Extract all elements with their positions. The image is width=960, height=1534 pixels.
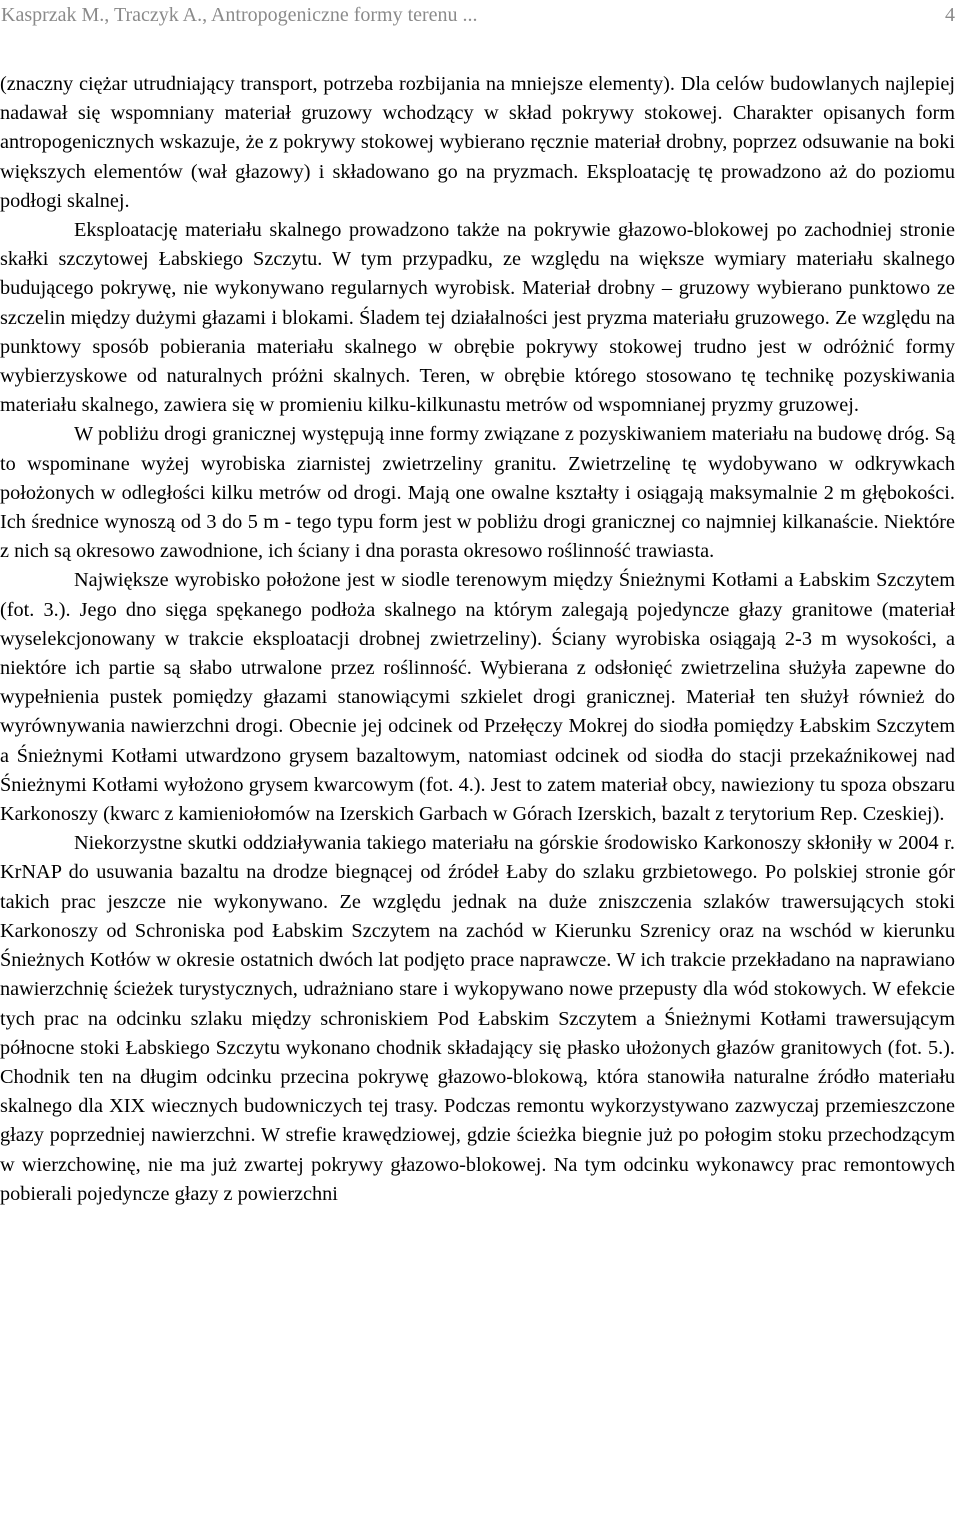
body-text bbox=[0, 70, 955, 1209]
paragraph-extraction-blocky-cover: Eksploatację materiału skalnego prowadzono także na pokrywie głazowo-blokowej po zachodniej stronie skałki szczytowej Łabskiego Szczytu. W tym przypadku, ze względu na większe wymiary materiału skalnego budującego pokrywę, nie wykonywano regularnych wyrobisk. Materiał drobny – gruzowy wybierano punktowo ze szczelin między dużymi głazami i blokami. Śladem tej działalności jest pryzma materiału gruzowego. Ze względu na punktowy sposób pobierania materiału skalnego w obrębie pokrywy stokowej trudno jest w odróżnić formy wybierzyskowe od naturalnych próżni skalnych. Teren, w obrębie którego stosowano tę technikę pozyskiwania materiału skalnego, zawiera się w promieniu kilku-kilkunastu metrów od wspomnianej pryzmy gruzowej. bbox=[0, 219, 955, 417]
running-header bbox=[0, 0, 960, 40]
paragraph-largest-pit: Największe wyrobisko położone jest w siodle terenowym między Śnieżnymi Kotłami a Łabskim Szczytem (fot. 3.). Jego dno sięga spękanego podłoża skalnego na którym zalegają pojedyncze głazy granitowe (materiał wyselekcjonowany w trakcie eksploatacji drobnej zwietrzeliny). Ściany wyrobiska osiągają 2-3 m wysokości, a niektóre ich partie są słabo utrwalone przez roślinność. Wybierana z odsłonięć zwietrzelina służyła zapewne do wypełnienia pustek pomiędzy głazami stanowiącymi szkielet drogi granicznej. Materiał ten służył również do wyrównywania nawierzchni drogi. Obecnie jej odcinek od Przełęczy Mokrej do siodła pomiędzy Łabskim Szczytem a Śnieżnymi Kotłami utwardzono grysem bazaltowym, natomiast odcinek od siodła do stacji przekaźnikowej nad Śnieżnymi Kotłami wyłożono grysem kwarcowym (fot. 4.). Jest to zatem materiał obcy, nawieziony tu spoza obszaru Karkonoszy (kwarc z kamieniołomów na Izerskich Garbach w Górach Izerskich, bazalt z terytorium Rep. Czeskiej). bbox=[0, 569, 955, 826]
header-title: Kasprzak M., Traczyk A., Antropogeniczne formy terenu ... bbox=[1, 4, 478, 26]
paragraph-negative-effects: Niekorzystne skutki oddziaływania takiego materiału na górskie środowisko Karkonoszy skłoniły w 2004 r. KrNAP do usuwania bazaltu na drodze biegnącej od źródeł Łaby do szlaku grzbietowego. Po polskiej stronie gór takich prac jeszcze nie wykonywano. Ze względu jednak na duże zniszczenia szlaków trawersujących stoki Karkonoszy od Schroniska pod Łabskim Szczytem na zachód w Kierunku Szrenicy oraz na wschód w kierunku Śnieżnych Kotłów w okresie ostatnich dwóch lat podjęto prace naprawcze. W ich trakcie przekładano na naprawiano nawierzchnię ścieżek turystycznych, udrażniano stare i wykopywano nowe przepusty dla wód stokowych. W efekcie tych prac na odcinku szlaku między schroniskiem Pod Łabskim Szczytem a Śnieżnymi Kotłami trawersującym północne stoki Łabskiego Szczytu wykonano chodnik składający się płasko ułożonych głazów granitowych (fot. 5.). Chodnik ten na długim odcinku przecina pokrywę głazowo-blokową, która stanowiła naturalne źródło materiału skalnego dla XIX wiecznych budowniczych tej trasy. Podczas remontu wykorzystywano zazwyczaj przemieszczone głazy poprzedniej nawierzchni. W strefie krawędziowej, gdzie ścieżka biegnie już po połogim stoku przechodzącym w wierzchowinę, nie ma już zwartej pokrywy głazowo-blokowej. Na tym odcinku wykonawcy prac remontowych pobierali pojedyncze głazy z powierzchni bbox=[0, 832, 955, 1205]
paragraph-continuation: (znaczny ciężar utrudniający transport, potrzeba rozbijania na mniejsze elementy). Dla celów budowlanych najlepiej nadawał się wspomniany materiał gruzowy wchodzący w skład pokrywy stokowej. Charakter opisanych form antropogenicznych wskazuje, że z pokrywy stokowej wybierano ręcznie materiał drobny, poprzez odsuwanie na boki większych elementów (wał głazowy) i składowano go na pryzmach. Eksploatację tę prowadzono aż do poziomu podłogi skalnej. bbox=[0, 73, 955, 212]
page-number: 4 bbox=[945, 4, 955, 26]
paragraph-border-road-pits: W pobliżu drogi granicznej występują inne formy związane z pozyskiwaniem materiału na budowę dróg. Są to wspominane wyżej wyrobiska ziarnistej zwietrzeliny granitu. Zwietrzelinę tę wydobywano w odkrywkach położonych w odległości kilku metrów od drogi. Mają one owalne kształty i osiągają maksymalnie 2 m głębokości. Ich średnice wynoszą od 3 do 5 m - tego typu form jest w pobliżu drogi granicznej co najmniej kilkanaście. Niektóre z nich są okresowo zawodnione, ich ściany i dna porasta okresowo roślinność trawiasta. bbox=[0, 423, 955, 563]
